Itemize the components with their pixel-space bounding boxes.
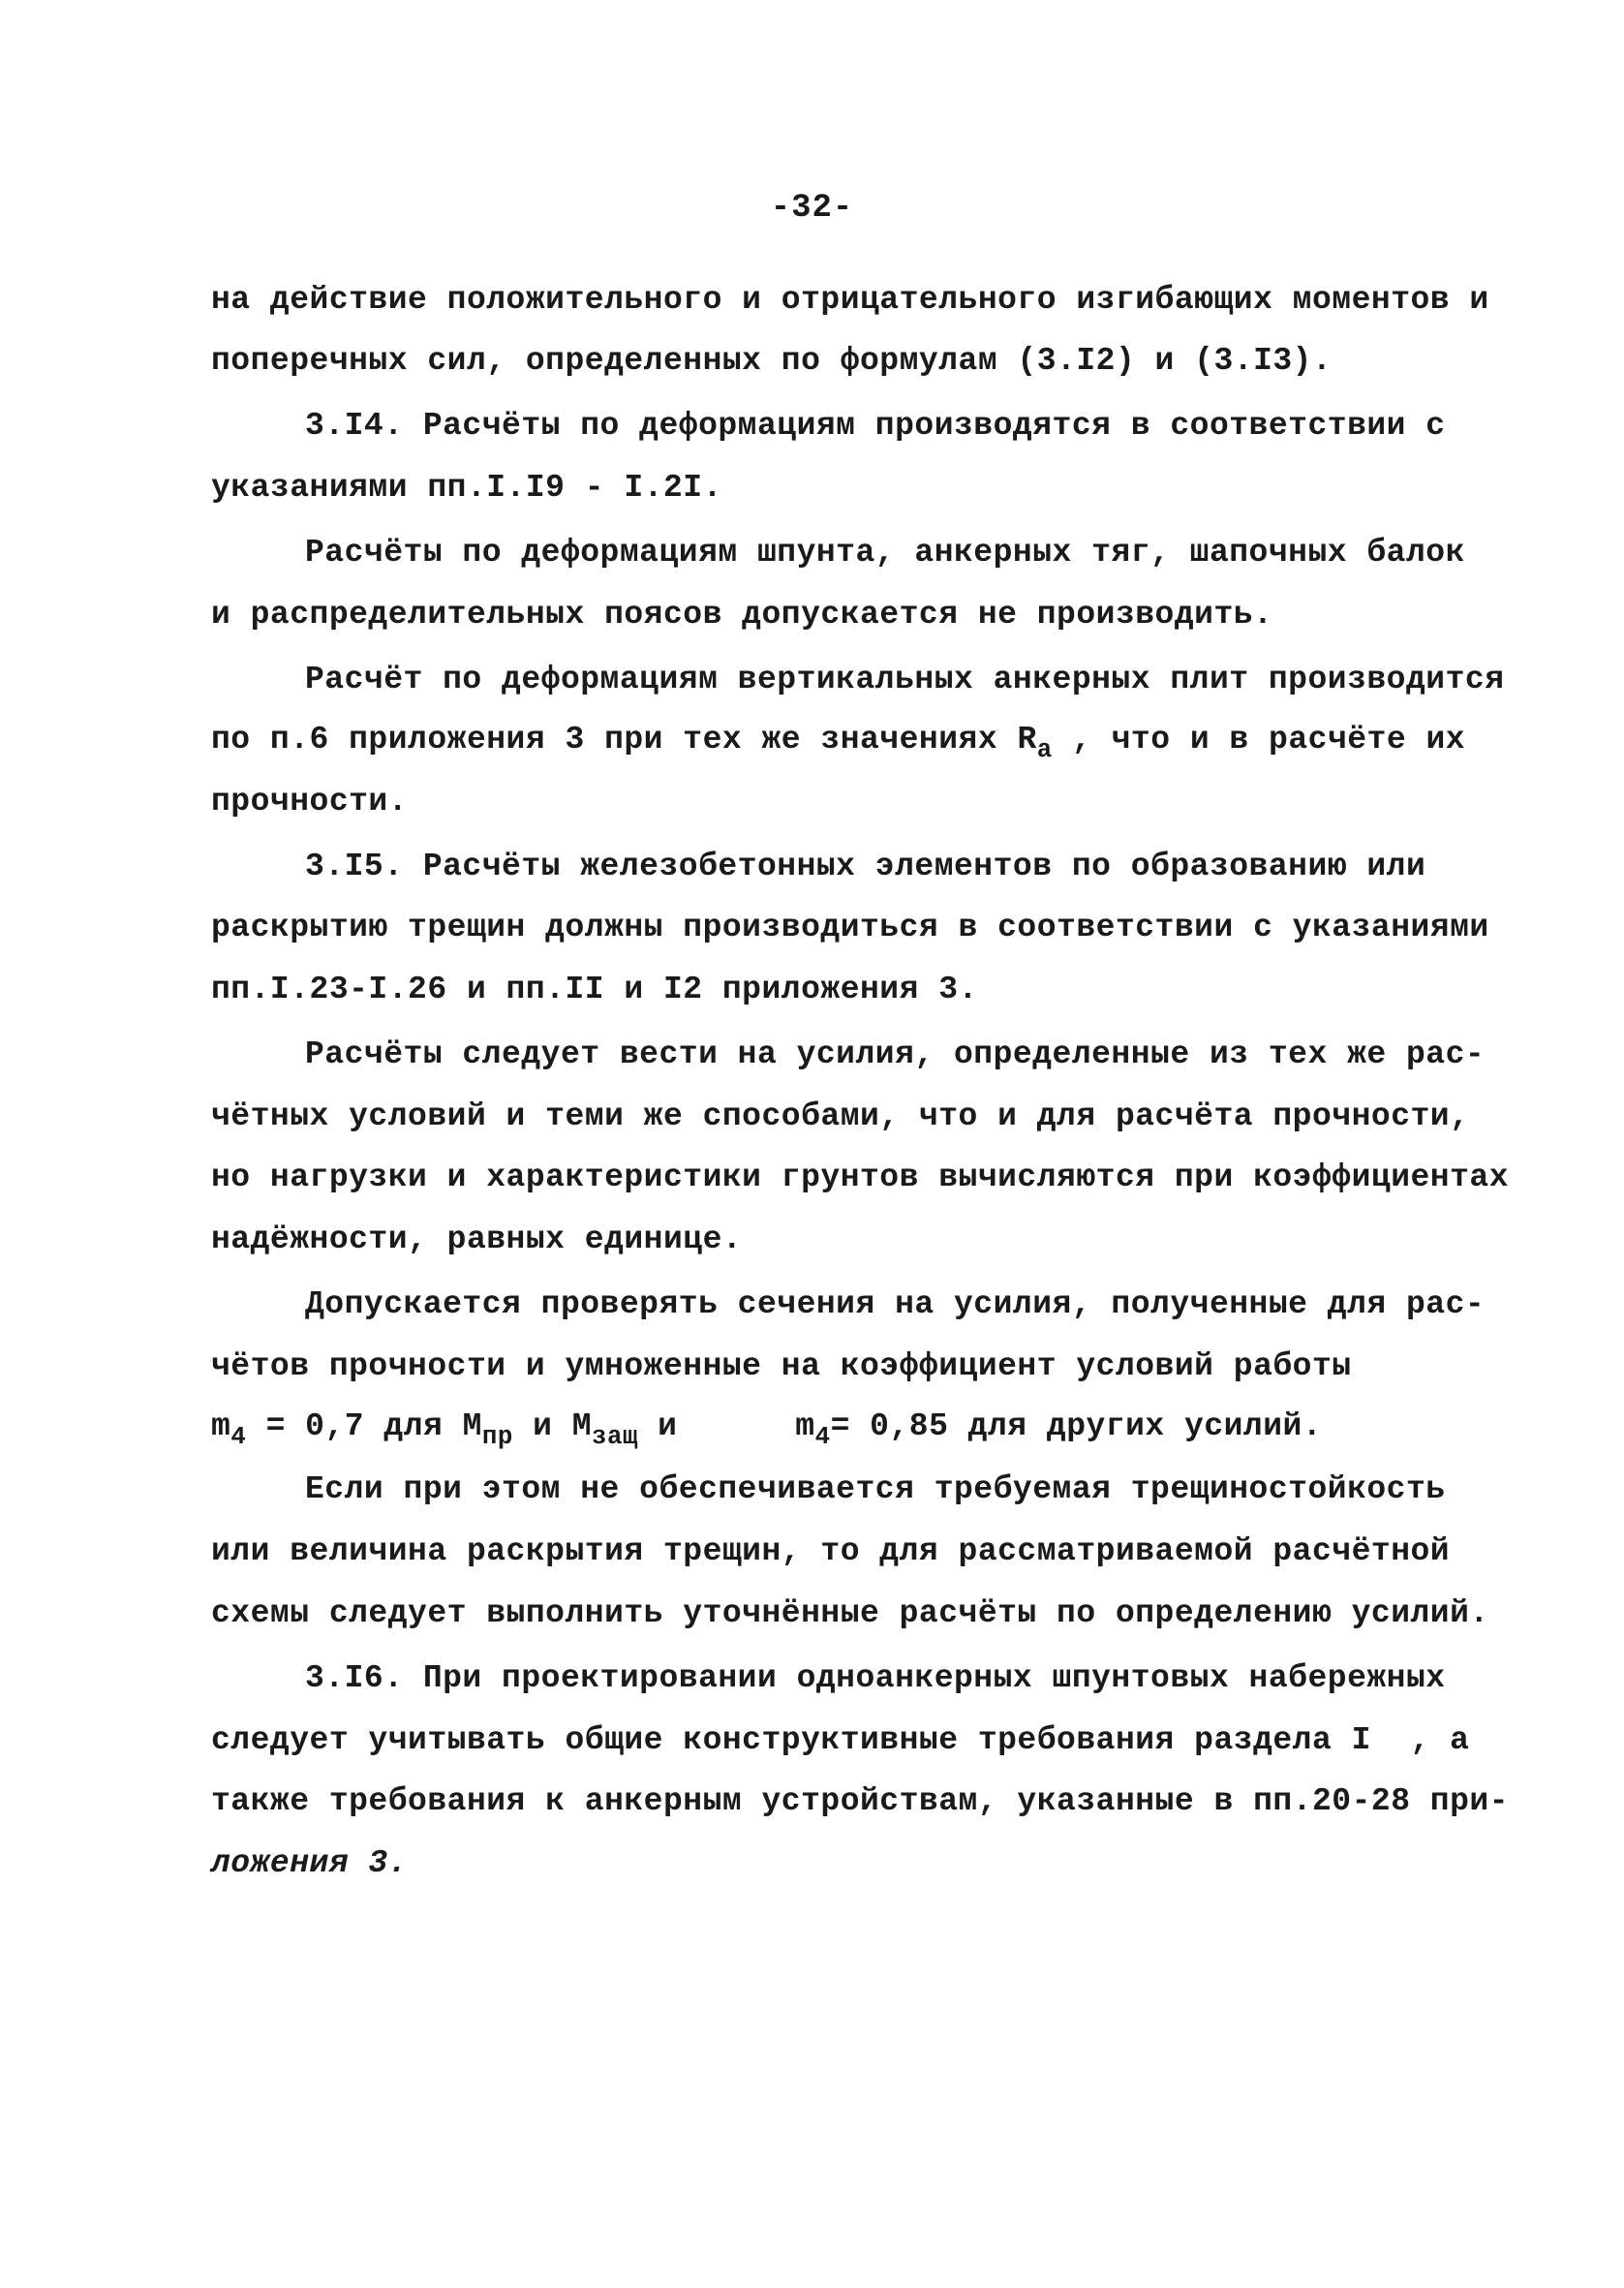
symbol-m4-first: m	[211, 1408, 231, 1444]
section-3-15-heading: 3.I5. Расчёты железобетонных элементов по образованию или	[305, 849, 1426, 884]
text-line-8a: по п.6 приложения 3 при тех же значениях	[211, 722, 1018, 758]
text-line-11: раскрытию трещин должны производиться в соответствии с указаниями	[211, 910, 1489, 945]
text-line-18: чётов прочности и умноженные на коэффициент условий работы	[211, 1348, 1352, 1384]
symbol-R: R	[1017, 722, 1037, 758]
formula-text-2: и M	[512, 1408, 593, 1444]
formula-text-1: = 0,7 для M	[246, 1408, 482, 1444]
text-line-14: чётных условий и теми же способами, что и для расчёта прочности,	[211, 1098, 1470, 1134]
text-line-6: и распределительных поясов допускается не производить.	[211, 597, 1273, 633]
text-line-26: ложения 3.	[211, 1845, 409, 1881]
text-line-20: Если при этом не обеспечивается требуемая трещиностойкость	[305, 1471, 1446, 1507]
symbol-R-subscript: a	[1036, 736, 1053, 764]
section-3-16-heading: 3.I6. При проектировании одноанкерных шпунтовых набережных	[305, 1660, 1446, 1696]
text-line-4: указаниями пп.I.I9 - I.2I.	[211, 470, 722, 506]
text-line-16: надёжности, равных единице.	[211, 1221, 743, 1257]
text-line-7: Расчёт по деформациям вертикальных анкерных плит производится	[305, 662, 1505, 697]
formula-text-3: и	[637, 1408, 796, 1444]
subscript-pr: пр	[481, 1423, 513, 1451]
text-line-5: Расчёты по деформациям шпунта, анкерных тяг, шапочных балок	[305, 535, 1465, 571]
text-line-21: или величина раскрытия трещин, то для рассматриваемой расчётной	[211, 1533, 1451, 1569]
symbol-m4-second-subscript: 4	[814, 1423, 831, 1451]
formula-text-4: = 0,85 для других усилий.	[830, 1408, 1323, 1444]
text-line-15: но нагрузки и характеристики грунтов вычисляются при коэффициентах	[211, 1159, 1510, 1195]
text-line-2: поперечных сил, определенных по формулам (3.I2) и (3.I3).	[211, 343, 1333, 379]
text-line-24: следует учитывать общие конструктивные требования раздела I , а	[211, 1722, 1470, 1758]
page-number: -32-	[770, 190, 854, 227]
text-line-8	[211, 721, 1466, 764]
symbol-m4-second: m	[795, 1408, 815, 1444]
formula-line	[211, 1407, 1323, 1451]
text-line-25: также требования к анкерным устройствам, указанные в пп.20-28 при-	[211, 1783, 1510, 1819]
section-3-14-heading: 3.I4. Расчёты по деформациям производятся в соответствии с	[305, 408, 1446, 444]
text-line-1: на действие положительного и отрицательного изгибающих моментов и	[211, 282, 1489, 318]
text-line-13: Расчёты следует вести на усилия, определенные из тех же рас-	[305, 1036, 1486, 1072]
subscript-zashch: защ	[592, 1423, 638, 1451]
text-line-12: пп.I.23-I.26 и пп.II и I2 приложения 3.	[211, 972, 978, 1007]
symbol-m4-first-subscript: 4	[230, 1423, 247, 1451]
text-line-9: прочности.	[211, 784, 409, 819]
text-line-17: Допускается проверять сечения на усилия, полученные для рас-	[305, 1286, 1486, 1322]
text-line-22: схемы следует выполнить уточнённые расчёты по определению усилий.	[211, 1595, 1489, 1631]
text-line-8b: , что и в расчёте их	[1052, 722, 1466, 758]
